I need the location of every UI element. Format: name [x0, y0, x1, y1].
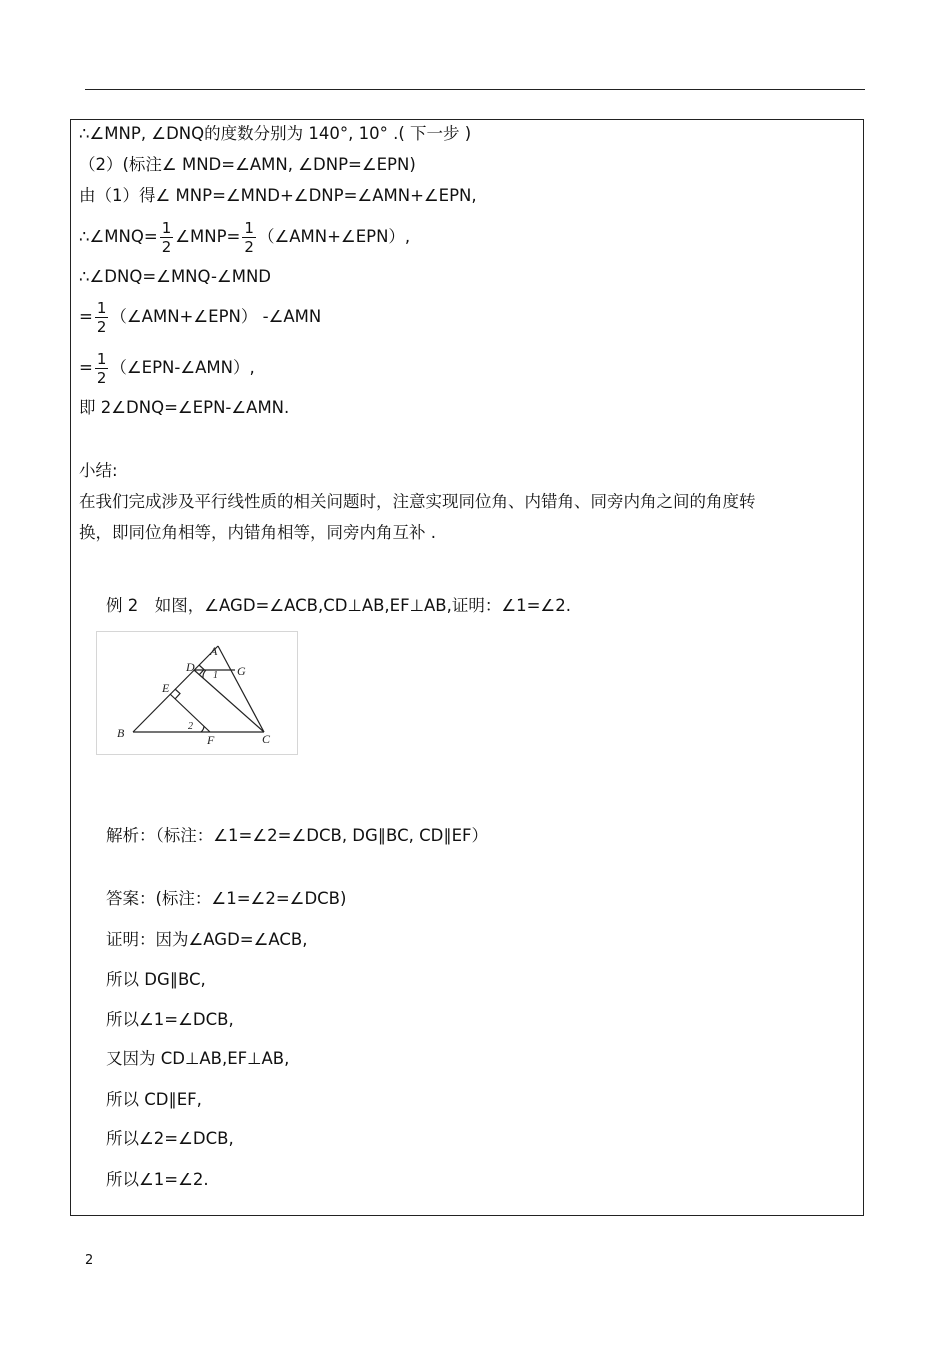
line-5: ∴∠DNQ=∠MNQ-∠MND [79, 267, 271, 286]
mnp-label: ∠MNP= [175, 227, 241, 246]
fraction-denominator: 2 [244, 238, 254, 256]
line-1: ∴∠MNP, ∠DNQ的度数分别为 140°, 10° .( 下一步 ) [79, 124, 472, 143]
fraction-half [95, 350, 109, 387]
fraction-numerator: 1 [96, 350, 107, 368]
fraction-numerator: 1 [244, 219, 254, 237]
right-angle-e [175, 689, 180, 699]
fraction-half [95, 299, 109, 336]
summary-line-1: 在我们完成涉及平行线性质的相关问题时，注意实现同位角、内错角、同旁内角之间的角度转 [79, 492, 756, 511]
expression: （∠EPN-∠AMN）, [110, 358, 255, 377]
proof-line-4: 又因为 CD⊥AB,EF⊥AB, [106, 1049, 290, 1068]
mnq-label: ∴∠MNQ= [79, 227, 158, 246]
equals-sign: = [79, 358, 93, 377]
label-g: G [237, 664, 246, 678]
label-f: F [207, 733, 215, 747]
label-angle-2: 2 [188, 721, 193, 732]
header-rule [85, 89, 865, 90]
expression: （∠AMN+∠EPN） -∠AMN [110, 307, 322, 326]
page-number: 2 [85, 1253, 94, 1268]
line-4 [79, 218, 410, 256]
angle-1-arc [203, 670, 206, 678]
fraction-denominator: 2 [96, 369, 107, 387]
example-2: 例 2 如图，∠AGD=∠ACB,CD⊥AB,EF⊥AB,证明：∠1=∠2. [106, 596, 571, 615]
angle-2-arc [201, 726, 204, 732]
line-6 [79, 298, 321, 336]
label-b: B [117, 726, 125, 740]
triangle-diagram [97, 632, 297, 754]
segment-ac [218, 646, 264, 732]
proof-line-6: 所以∠2=∠DCB, [106, 1129, 234, 1148]
summary-title: 小结: [79, 461, 118, 480]
fraction-half [160, 219, 174, 256]
summary-line-2: 换，即同位角相等，内错角相等，同旁内角互补 . [79, 523, 436, 542]
line-3: 由（1）得∠ MNP=∠MND+∠DNP=∠AMN+∠EPN, [79, 186, 477, 205]
proof-line-5: 所以 CD∥EF, [106, 1090, 202, 1109]
proof-line-3: 所以∠1=∠DCB, [106, 1010, 234, 1029]
label-a: A [210, 644, 218, 658]
label-angle-1: 1 [213, 670, 218, 681]
fraction-denominator: 2 [161, 238, 172, 256]
answer: 答案：(标注：∠1=∠2=∠DCB) [106, 889, 347, 908]
label-e: E [162, 681, 170, 695]
proof-line-2: 所以 DG∥BC, [106, 970, 206, 989]
proof-line-1: 证明：因为∠AGD=∠ACB, [106, 930, 308, 949]
line-7 [79, 349, 255, 387]
fraction-half [242, 219, 256, 256]
fraction-numerator: 1 [96, 299, 107, 317]
label-c: C [262, 732, 271, 746]
line-8: 即 2∠DNQ=∠EPN-∠AMN. [79, 398, 290, 417]
sum-expression: （∠AMN+∠EPN）, [257, 227, 411, 246]
segment-cd [194, 670, 264, 732]
fraction-numerator: 1 [161, 219, 172, 237]
equals-sign: = [79, 307, 93, 326]
analysis: 解析：（标注：∠1=∠2=∠DCB, DG∥BC, CD∥EF） [106, 826, 488, 845]
proof-line-7: 所以∠1=∠2. [106, 1170, 209, 1189]
line-2: （2）(标注∠ MND=∠AMN, ∠DNP=∠EPN) [79, 155, 416, 174]
fraction-denominator: 2 [96, 318, 107, 336]
geometry-figure [96, 631, 298, 755]
label-d: D [186, 660, 195, 674]
